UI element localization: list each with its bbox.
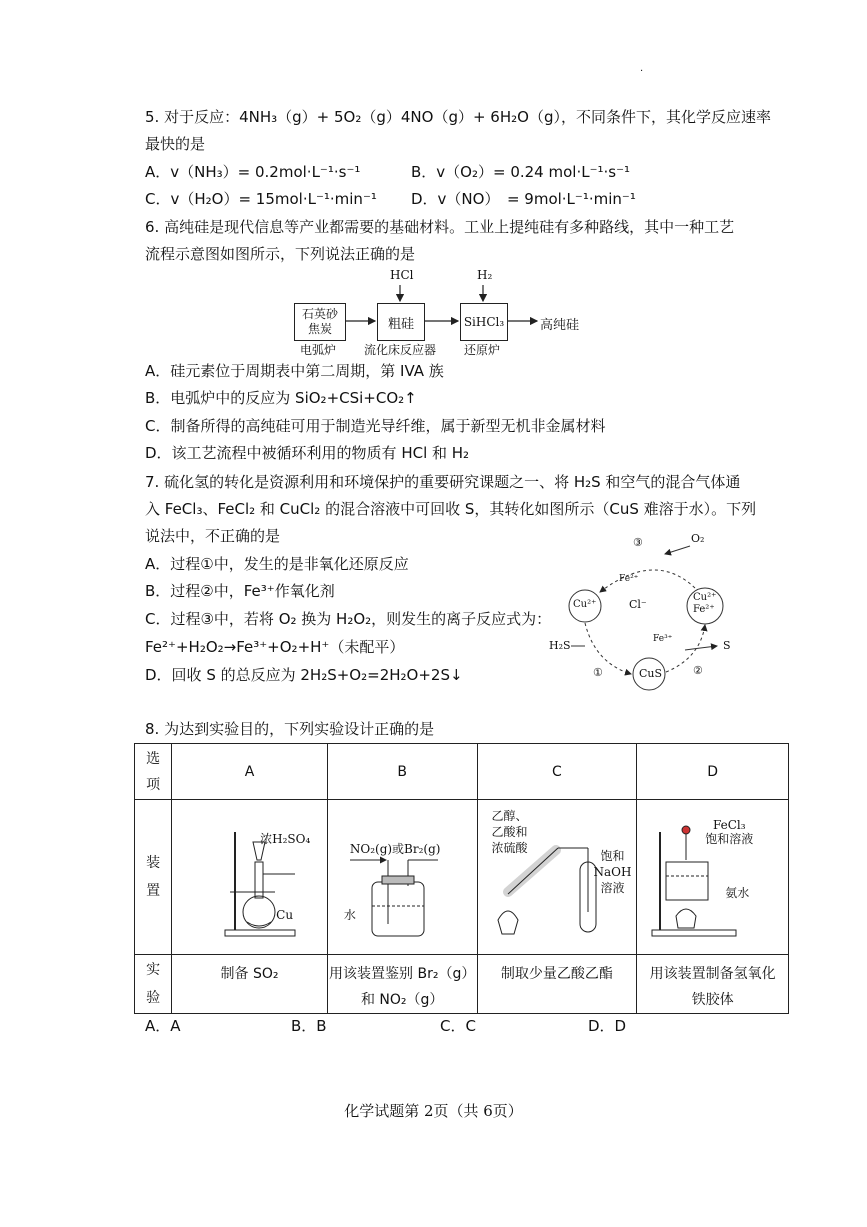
q6-option-b: B．电弧炉中的反应为 SiO₂+CSi+CO₂↑: [145, 389, 417, 407]
exp-c-text: 制取少量乙酸乙酯: [500, 966, 613, 982]
flow-input-hcl: HCl: [390, 268, 414, 282]
flow-box-sihcl3: SiHCl₃: [460, 303, 508, 341]
exp-a-text: 制备 SO₂: [220, 966, 279, 982]
cycle-step1: ①: [593, 666, 603, 679]
q7-stem-line2: 入 FeCl₃、FeCl₂ 和 CuCl₂ 的混合溶液中可回收 S，其转化如图所示（CuS 难溶于水）。下列: [145, 500, 757, 518]
col-label-cell: [135, 744, 172, 800]
device-c: [477, 800, 637, 955]
device-a: [172, 800, 328, 955]
q6-option-a: A．硅元素位于周期表中第二周期，第 IVA 族: [145, 362, 444, 380]
q5-stem-line2: 最快的是: [145, 135, 206, 153]
q5-option-b: B．v（O₂）= 0.24 mol·L⁻¹·s⁻¹: [411, 163, 631, 181]
q8-answer-b: B．B: [291, 1017, 327, 1035]
exp-b: [327, 955, 477, 1014]
cycle-fe2: Fe²⁺: [619, 574, 639, 584]
q7-option-c2: Fe²⁺+H₂O₂→Fe³⁺+O₂+H⁺（未配平）: [145, 638, 405, 656]
exp-c: [477, 955, 637, 1014]
q7-option-a: A．过程①中，发生的是非氧化还原反应: [145, 555, 409, 573]
q7-stem-line1: 7. 硫化氢的转化是资源利用和环境保护的重要研究课题之一、将 H₂S 和空气的混合气体通: [145, 473, 741, 491]
device-d-nh3-label: 氨水: [725, 886, 750, 900]
flow-input-h2: H₂: [477, 268, 493, 282]
row-exp-cell: [135, 955, 172, 1014]
flow-output: 高纯硅: [540, 318, 580, 333]
q5-option-a: A．v（NH₃）= 0.2mol·L⁻¹·s⁻¹: [145, 163, 361, 181]
q7-cycle-diagram: [545, 528, 745, 698]
q8-answer-d: D．D: [588, 1017, 627, 1035]
cycle-fe3: Fe³⁺: [653, 634, 673, 644]
q8-stem: 8. 为达到实验目的，下列实验设计正确的是: [145, 720, 435, 738]
q8-answer-a: A．A: [145, 1017, 181, 1035]
device-d-fecl3-label: FeCl₃ 饱和溶液: [705, 818, 754, 846]
cycle-s: S: [723, 639, 731, 652]
q6-stem-line1: 6. 高纯硅是现代信息等产业都需要的基础材料。工业上提纯硅有多种路线，其中一种工艺: [145, 218, 735, 236]
q6-stem-line2: 流程示意图如图所示，下列说法正确的是: [145, 245, 416, 263]
cycle-h2s: H₂S: [549, 639, 571, 652]
exp-d-text: 用该装置制备氢氧化 铁胶体: [649, 966, 776, 1008]
flow-box-raw: 石英砂 焦炭: [294, 303, 346, 341]
corner-dot: ·: [640, 66, 644, 77]
cycle-right: Cu²⁺ Fe²⁺: [693, 592, 717, 615]
q7-option-d: D．回收 S 的总反应为 2H₂S+O₂=2H₂O+2S↓: [145, 666, 463, 684]
header-c: C: [477, 744, 637, 800]
device-c-reagent-label: 乙醇、 乙酸和 浓硫酸: [491, 809, 528, 855]
q7-option-b: B．过程②中，Fe³⁺作氧化剂: [145, 582, 335, 600]
flow-box-crude-si: 粗硅: [377, 303, 425, 341]
header-b: B: [327, 744, 477, 800]
q7-stem-line3: 说法中，不正确的是: [145, 527, 281, 545]
flow-label-arc: 电弧炉: [300, 343, 337, 357]
cycle-o2: O₂: [691, 532, 705, 545]
row-device-label: 装置: [146, 855, 161, 899]
device-b: [327, 800, 477, 955]
cycle-step3: ③: [633, 536, 643, 549]
flow-label-reduce: 还原炉: [464, 343, 501, 357]
page-footer: 化学试题第 2页（共 6页）: [344, 1102, 523, 1120]
q6-flow-diagram: [280, 265, 600, 360]
device-b-gas-label: NO₂(g)或Br₂(g): [349, 842, 441, 856]
row-exp-label: 实验: [146, 962, 161, 1006]
device-c-naoh-label: 饱和 NaOH 溶液: [593, 849, 632, 895]
q5-option-c: C．v（H₂O）= 15mol·L⁻¹·min⁻¹: [145, 190, 377, 208]
exp-b-text: 用该装置鉴别 Br₂（g） 和 NO₂（g）: [329, 966, 476, 1008]
device-a-drawing: [175, 802, 325, 952]
cycle-cu2: Cu²⁺: [573, 599, 597, 610]
exp-d: [637, 955, 789, 1014]
q5-option-d: D．v（NO） = 9mol·L⁻¹·min⁻¹: [411, 190, 636, 208]
cycle-step2: ②: [693, 664, 703, 677]
q8-table: [134, 743, 789, 1014]
q7-option-c1: C．过程③中，若将 O₂ 换为 H₂O₂，则发生的离子反应式为：: [145, 610, 552, 628]
header-a: A: [172, 744, 328, 800]
cycle-cl: Cl⁻: [629, 598, 647, 611]
cycle-cus: CuS: [639, 667, 663, 680]
flow-label-fluid: 流化床反应器: [364, 343, 437, 357]
row-device-cell: [135, 800, 172, 955]
device-a-cu-label: Cu: [276, 908, 294, 922]
device-d: [637, 800, 789, 955]
device-b-water-label: 水: [343, 908, 356, 922]
device-b-drawing: [328, 802, 476, 952]
device-a-acid-label: 浓H₂SO₄: [260, 832, 311, 846]
q6-option-d: D．该工艺流程中被循环利用的物质有 HCl 和 H₂: [145, 444, 470, 462]
header-d: D: [637, 744, 789, 800]
q6-option-c: C．制备所得的高纯硅可用于制造光导纤维，属于新型无机非金属材料: [145, 417, 606, 435]
exp-a: [172, 955, 328, 1014]
q8-answer-c: C．C: [440, 1017, 476, 1035]
q5-stem-line1: 5. 对于反应：4NH₃（g）+ 5O₂（g）4NO（g）+ 6H₂O（g），不同条件下，其化学反应速率: [145, 108, 771, 126]
col-label: 选项: [146, 750, 161, 793]
